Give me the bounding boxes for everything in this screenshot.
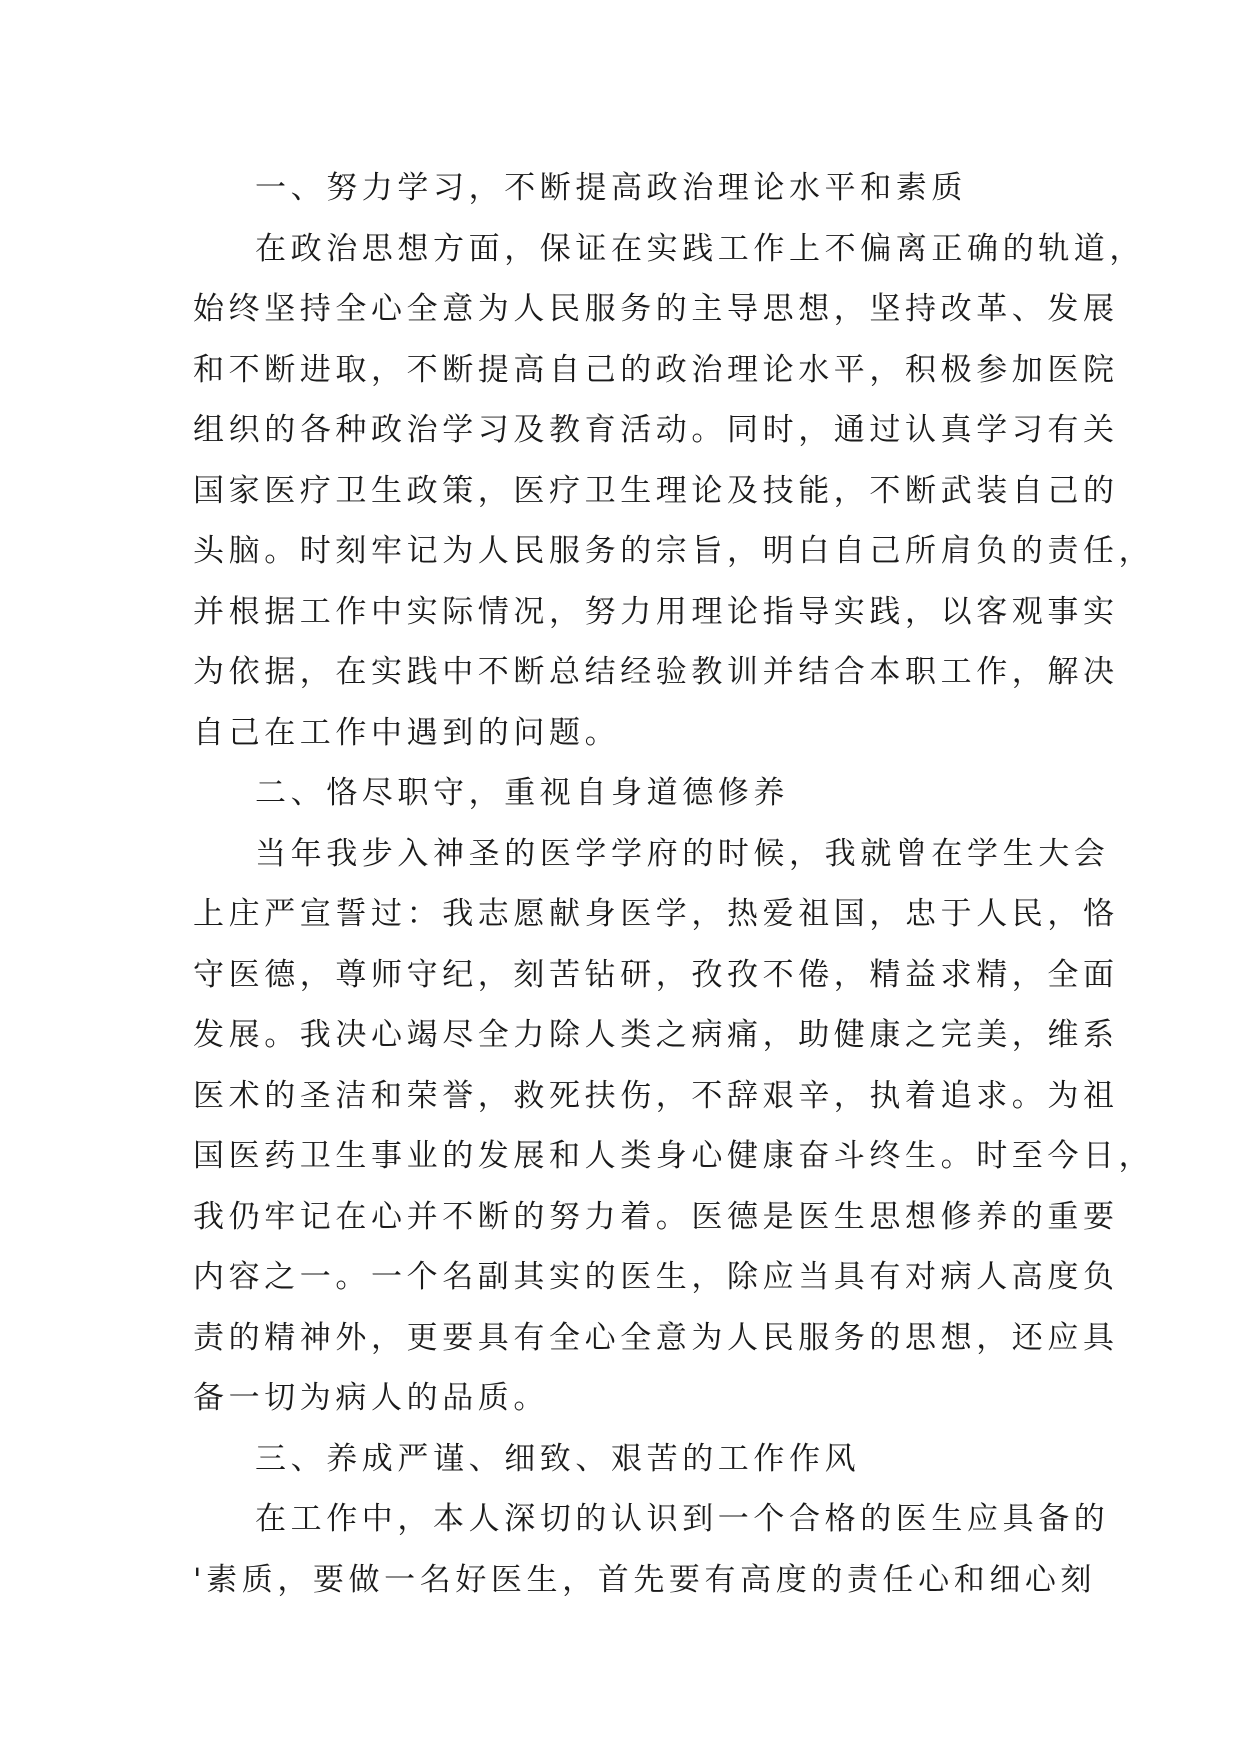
paragraph-line: '素质，要做一名好医生，首先要有高度的责任心和细心刻 <box>193 1561 1097 1598</box>
section-heading-3: 三、养成严谨、细致、艰苦的工作作风 <box>255 1440 861 1477</box>
paragraph-line: 备一切为病人的品质。 <box>193 1380 549 1416</box>
paragraph-line: 为依据，在实践中不断总结经验教训并结合本职工作，解决 <box>193 654 1119 690</box>
paragraph-line: 守医德，尊师守纪，刻苦钻研，孜孜不倦，精益求精，全面 <box>193 956 1119 993</box>
paragraph-line: 头脑。时刻牢记为人民服务的宗旨，明白自己所肩负的责任， <box>193 533 1155 569</box>
paragraph-line: 在工作中，本人深切的认识到一个合格的医生应具备的 <box>255 1501 1110 1537</box>
paragraph-line: 当年我步入神圣的医学学府的时候，我就曾在学生大会 <box>255 835 1110 872</box>
paragraph-line: 和不断进取，不断提高自己的政治理论水平，积极参加医院 <box>193 351 1119 388</box>
paragraph-line: 在政治思想方面，保证在实践工作上不偏离正确的轨道， <box>255 230 1145 267</box>
paragraph-line: 责的精神外，更要具有全心全意为人民服务的思想，还应具 <box>193 1319 1119 1356</box>
paragraph-line: 自己在工作中遇到的问题。 <box>193 714 621 751</box>
document-body <box>193 158 1155 1610</box>
paragraph-line: 始终坚持全心全意为人民服务的主导思想，坚持改革、发展 <box>193 291 1119 327</box>
paragraph-line: 上庄严宣誓过：我志愿献身医学，热爱祖国，忠于人民，恪 <box>193 896 1119 932</box>
section-heading-2: 二、恪尽职守，重视自身道德修养 <box>255 775 789 811</box>
paragraph-line: 发展。我决心竭尽全力除人类之病痛，助健康之完美，维系 <box>193 1017 1119 1053</box>
section-heading-1: 一、努力学习，不断提高政治理论水平和素质 <box>255 170 967 206</box>
paragraph-line: 国医药卫生事业的发展和人类身心健康奋斗终生。时至今日， <box>193 1138 1155 1174</box>
paragraph-line: 内容之一。一个名副其实的医生，除应当具有对病人高度负 <box>193 1259 1119 1295</box>
paragraph-line: 组织的各种政治学习及教育活动。同时，通过认真学习有关 <box>193 412 1119 448</box>
paragraph-line: 我仍牢记在心并不断的努力着。医德是医生思想修养的重要 <box>193 1198 1119 1235</box>
paragraph-line: 并根据工作中实际情况，努力用理论指导实践，以客观事实 <box>193 593 1119 630</box>
paragraph-line: 医术的圣洁和荣誉，救死扶伤，不辞艰辛，执着追求。为祖 <box>193 1077 1119 1114</box>
paragraph-line: 国家医疗卫生政策，医疗卫生理论及技能，不断武装自己的 <box>193 472 1119 509</box>
